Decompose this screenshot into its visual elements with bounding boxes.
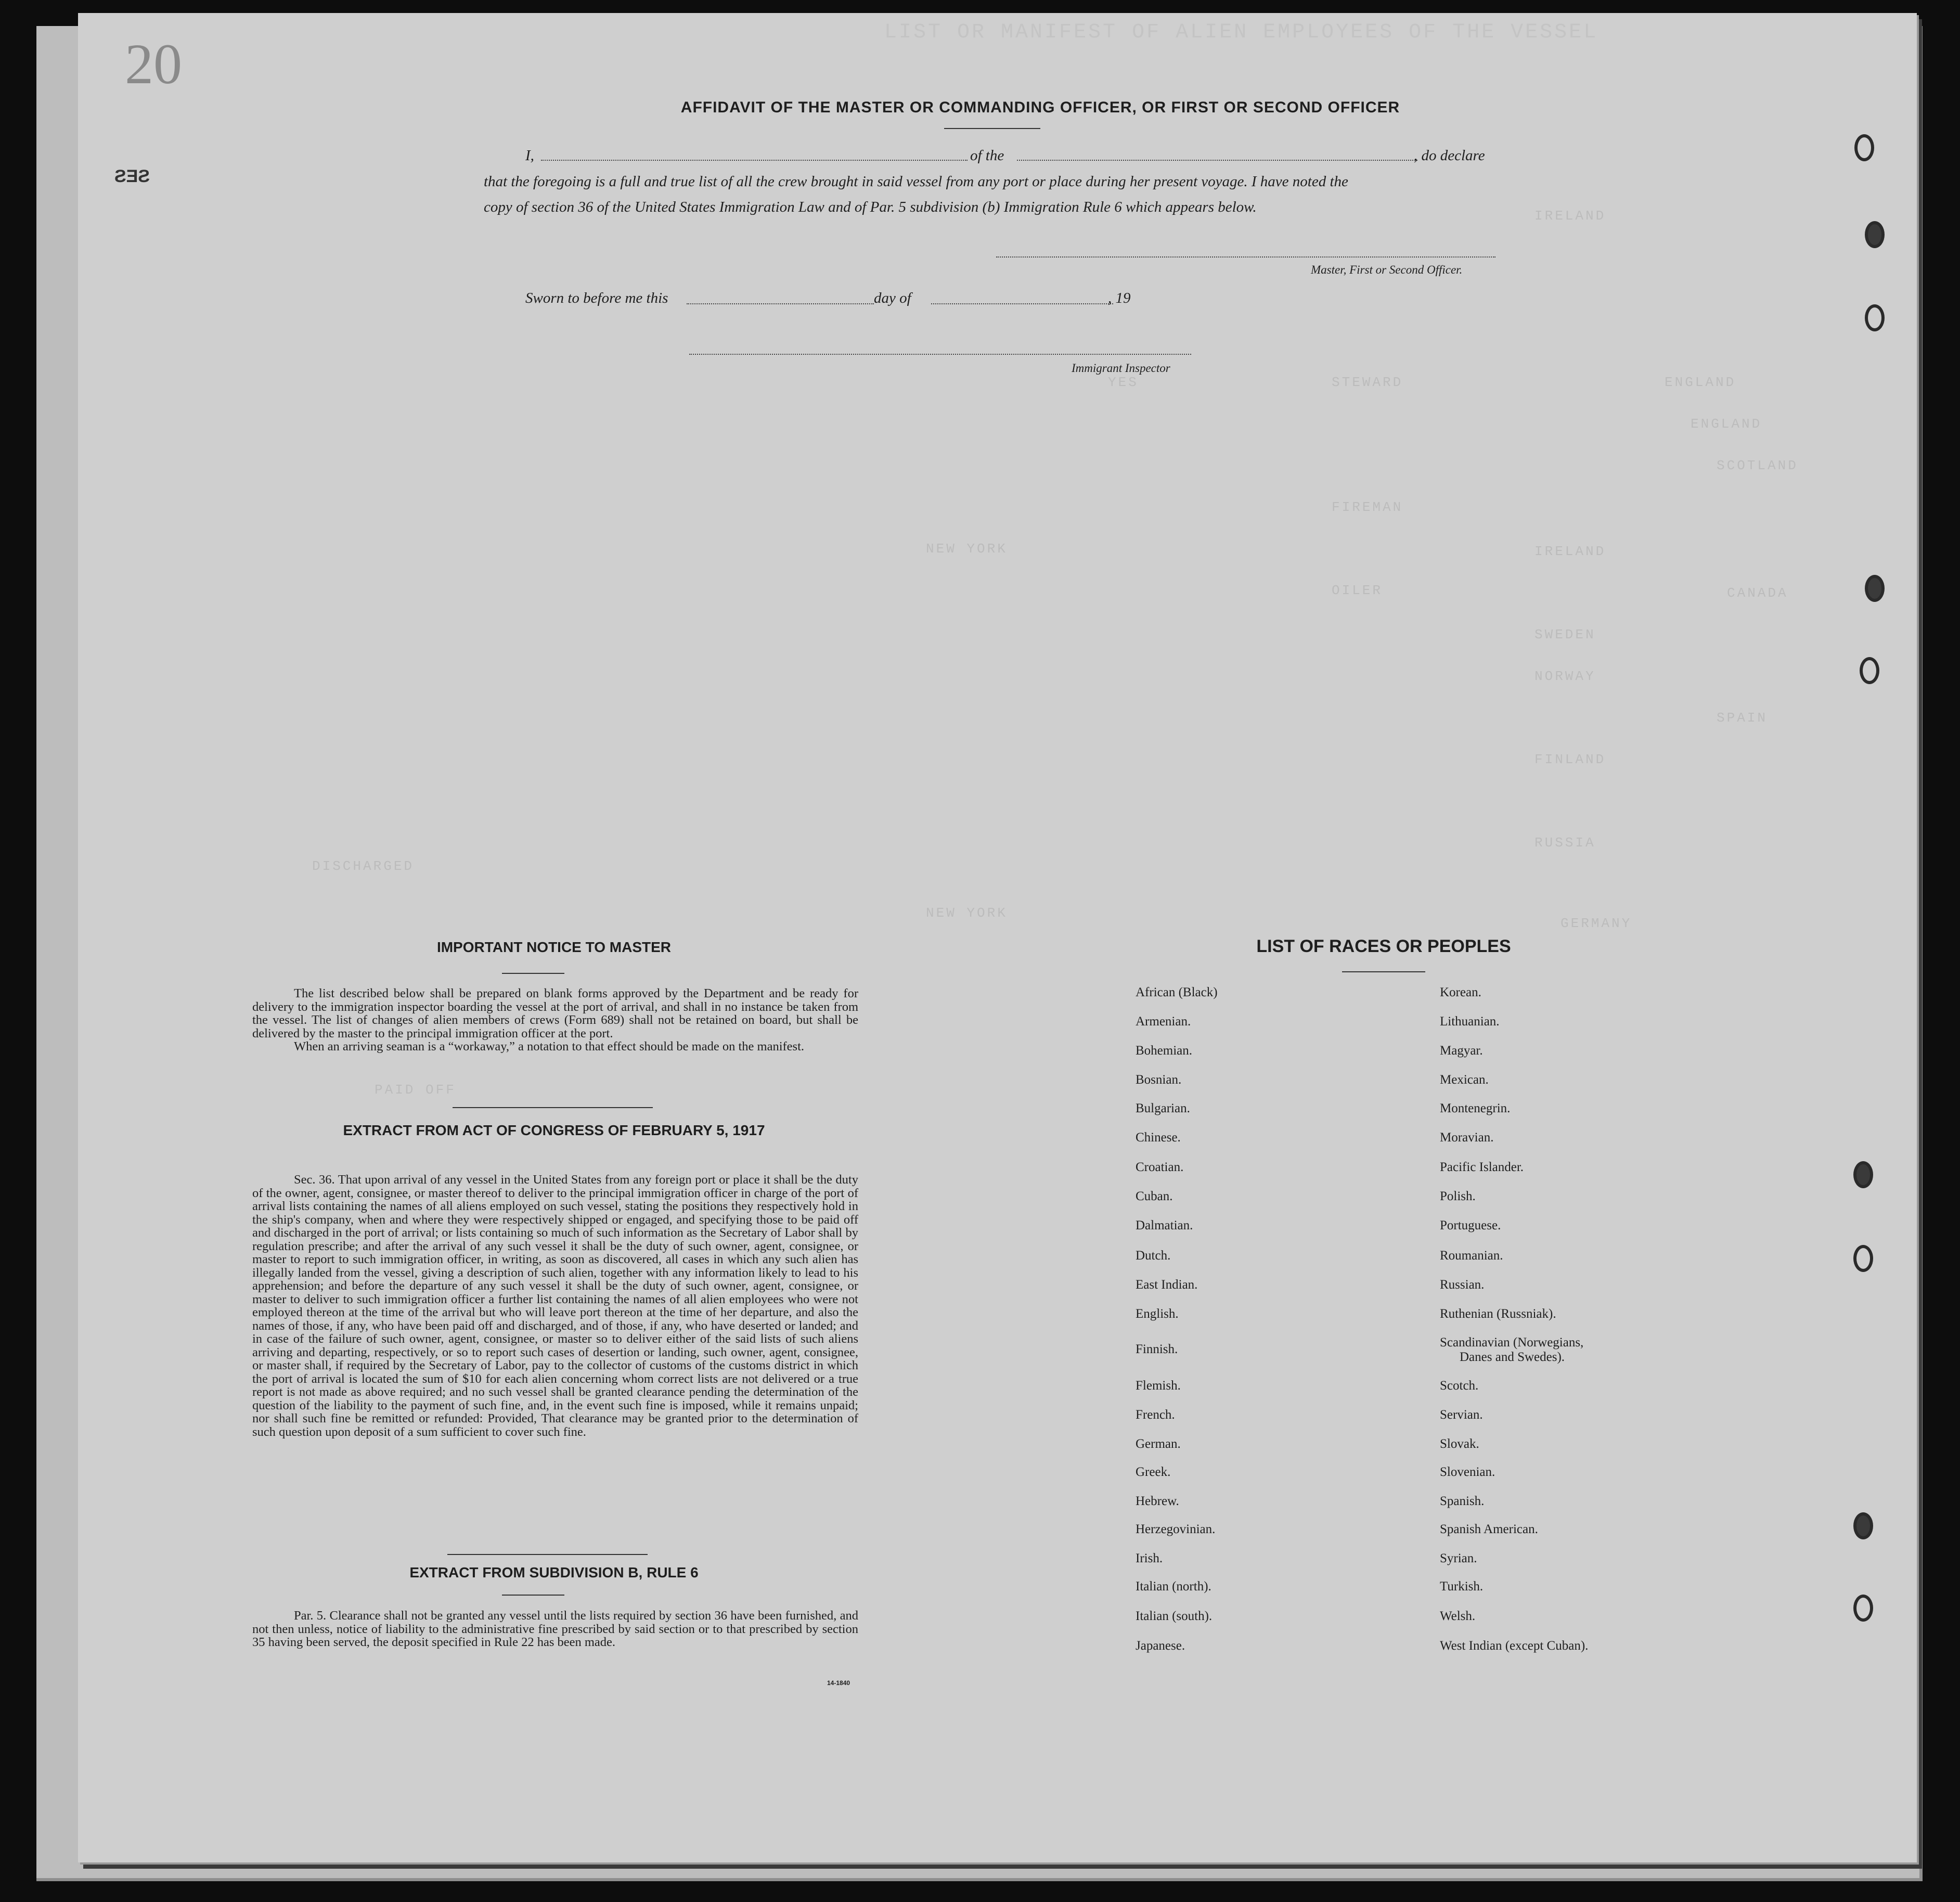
- affidavit-title: AFFIDAVIT OF THE MASTER OR COMMANDING OFFICER, OR FIRST OR SECOND OFFICER: [680, 99, 1400, 116]
- race-item: Greek.: [1136, 1465, 1171, 1479]
- race-item: Portuguese.: [1440, 1218, 1501, 1232]
- races-title: LIST OF RACES OR PEOPLES: [1256, 936, 1511, 956]
- sworn-month-line[interactable]: [931, 303, 1113, 304]
- race-item: Armenian.: [1136, 1014, 1191, 1029]
- race-item: Servian.: [1440, 1408, 1483, 1422]
- race-item: German.: [1136, 1437, 1181, 1451]
- race-item: Pacific Islander.: [1440, 1160, 1524, 1174]
- affidavit-vessel-line[interactable]: [1017, 160, 1417, 161]
- page-number-stamp: 20: [125, 32, 182, 96]
- extract-act-text: Sec. 36. That upon arrival of any vessel in the United States from any foreign port or place it shall be the duty of the owner, agent, consignee, or master thereof to deliver to the principal immigration officer in charge of the port of arrival lists containing the names of all aliens employed on such vessel, stating the positions they respectively hold in the ship's company, when and where they were respectively shipped or engaged, and specifying those to be paid off and discharged in the port of arrival; or lists containing so much of such information as the Secretary of Labor shall by regulation prescribe; and after the arrival of any such vessel it shall be the duty of such owner, agent, consignee, or master to report to such immigration officer, in writing, as soon as discovered, all cases in which any such alien has illegally landed from the vessel, giving a description of such alien, together with any information likely to lead to his apprehension; and before the departure of any such vessel it shall be the duty of such owner, agent, consignee, or master to deliver to such immigration officer a further list containing the names of all alien employees who were not employed thereon at the time of the arrival but who will leave port thereon at the time of her departure, and also the names of those, if any, who have been paid off and discharged, and of those, if any, who have deserted or landed; and in case of the failure of such owner, agent, consignee, or master so to deliver either of the said lists of such aliens arriving and departing, respectively, or so to report such cases of desertion or landing, such owner, agent, consignee, or master shall, if required by the Secretary of Labor, pay to the collector of customs of the customs district in which the port of arrival is located the sum of $10 for each alien concerning whom correct lists are not delivered or a true report is not made as above required; and no such vessel shall be granted clearance pending the determination of the question of the liability to the payment of such fine, and, in the event such fine is imposed, while it remains unpaid; nor shall such fine be remitted or refunded: Provided, That clearance may be granted prior to the determination of such question upon deposit of a sum sufficient to cover such fine.: [252, 1173, 858, 1439]
- day-of-label: day of: [874, 290, 911, 306]
- races-rule: [1342, 971, 1425, 972]
- race-item: Bohemian.: [1136, 1044, 1193, 1058]
- notice-paragraph-1: The list described below shall be prepared on blank forms approved by the Department and be ready for delivery to the immigration inspector boarding the vessel at the port of arrival, and shall in no instance be taken from the vessel. The list of changes of alien members of crews (Form 689) shall not be retained on board, but shall be delivered by the master to the principal immigration officer at the port.: [252, 986, 858, 1040]
- race-item: Syrian.: [1440, 1551, 1477, 1565]
- race-item: Dutch.: [1136, 1249, 1171, 1263]
- race-item: African (Black): [1136, 985, 1218, 999]
- form-number: 14-1840: [827, 1679, 850, 1687]
- section-divider-2: [447, 1554, 648, 1555]
- race-item: Dalmatian.: [1136, 1218, 1193, 1232]
- margin-code: ƧƎƧ: [114, 166, 150, 186]
- race-item: Italian (north).: [1136, 1579, 1211, 1593]
- race-item: Cuban.: [1136, 1189, 1173, 1203]
- race-item: Irish.: [1136, 1551, 1163, 1565]
- affidavit-name-line[interactable]: [541, 160, 968, 161]
- affidavit-of-the-label: of the: [970, 147, 1004, 164]
- master-signature-line[interactable]: [996, 256, 1495, 258]
- race-item: Ruthenian (Russniak).: [1440, 1307, 1556, 1321]
- sworn-label: Sworn to before me this: [525, 290, 668, 306]
- race-item: Moravian.: [1440, 1130, 1494, 1145]
- document-page: [78, 13, 1917, 1862]
- race-item: Hebrew.: [1136, 1494, 1179, 1508]
- race-item: Mexican.: [1440, 1073, 1489, 1087]
- race-item: Lithuanian.: [1440, 1014, 1500, 1029]
- race-item: Korean.: [1440, 985, 1481, 999]
- race-item: Herzegovinian.: [1136, 1522, 1216, 1536]
- race-item: Flemish.: [1136, 1379, 1181, 1393]
- race-item: Turkish.: [1440, 1579, 1484, 1593]
- race-item: Roumanian.: [1440, 1249, 1503, 1263]
- extract-rule-text: Par. 5. Clearance shall not be granted any vessel until the lists required by section 36 have been furnished, and not then unless, notice of liability to the administrative fine prescribed by said section or to that prescribed by section 35 having been served, the deposit specified in Rule 22 has been made.: [252, 1609, 858, 1649]
- race-item: Welsh.: [1440, 1609, 1476, 1623]
- race-item: Spanish.: [1440, 1494, 1485, 1508]
- extract-act-title: EXTRACT FROM ACT OF CONGRESS OF FEBRUARY 5, 1917: [343, 1122, 765, 1138]
- race-item: Magyar.: [1440, 1044, 1483, 1058]
- race-item: Scotch.: [1440, 1379, 1479, 1393]
- notice-rule: [502, 973, 564, 974]
- race-item: Spanish American.: [1440, 1522, 1538, 1536]
- race-item: Slovenian.: [1440, 1465, 1495, 1479]
- notice-paragraph-2: When an arriving seaman is a “workaway,” a notation to that effect should be made on the manifest.: [294, 1039, 805, 1053]
- race-item: French.: [1136, 1408, 1175, 1422]
- affidavit-declare-label: , do declare: [1414, 147, 1485, 164]
- sworn-day-line[interactable]: [687, 303, 874, 304]
- affidavit-i-label: I,: [525, 147, 534, 164]
- race-item: Finnish.: [1136, 1342, 1178, 1356]
- race-item: Polish.: [1440, 1189, 1476, 1203]
- race-item: Japanese.: [1136, 1639, 1185, 1653]
- extract-rule-rule: [502, 1595, 564, 1596]
- race-item: Bulgarian.: [1136, 1101, 1190, 1115]
- race-item: Croatian.: [1136, 1160, 1184, 1174]
- affidavit-line-2: that the foregoing is a full and true list of all the crew brought in said vessel from any port or place during her present voyage. I have noted the: [484, 173, 1348, 190]
- race-item: Russian.: [1440, 1278, 1485, 1292]
- race-item: Bosnian.: [1136, 1073, 1182, 1087]
- notice-title: IMPORTANT NOTICE TO MASTER: [436, 939, 672, 955]
- race-item: East Indian.: [1136, 1278, 1198, 1292]
- race-item: Montenegrin.: [1440, 1101, 1511, 1115]
- inspector-signature-label: Immigrant Inspector: [1072, 362, 1170, 375]
- inspector-signature-line[interactable]: [689, 354, 1191, 355]
- extract-rule-title: EXTRACT FROM SUBDIVISION B, RULE 6: [409, 1564, 699, 1580]
- race-item: Slovak.: [1440, 1437, 1479, 1451]
- master-signature-label: Master, First or Second Officer.: [1311, 263, 1463, 276]
- notice-text: [252, 987, 858, 1053]
- title-rule: [944, 128, 1040, 129]
- race-item: Scandinavian (Norwegians,: [1440, 1335, 1584, 1350]
- race-item: English.: [1136, 1307, 1179, 1321]
- race-item: Italian (south).: [1136, 1609, 1213, 1623]
- race-item: Chinese.: [1136, 1130, 1181, 1145]
- section-divider: [453, 1107, 653, 1108]
- year-label: , 19: [1108, 290, 1131, 306]
- race-item: Danes and Swedes).: [1460, 1350, 1565, 1364]
- affidavit-line-3: copy of section 36 of the United States Immigration Law and of Par. 5 subdivision (b) Immigration Rule 6 which appears below.: [484, 199, 1257, 215]
- race-item: West Indian (except Cuban).: [1440, 1639, 1589, 1653]
